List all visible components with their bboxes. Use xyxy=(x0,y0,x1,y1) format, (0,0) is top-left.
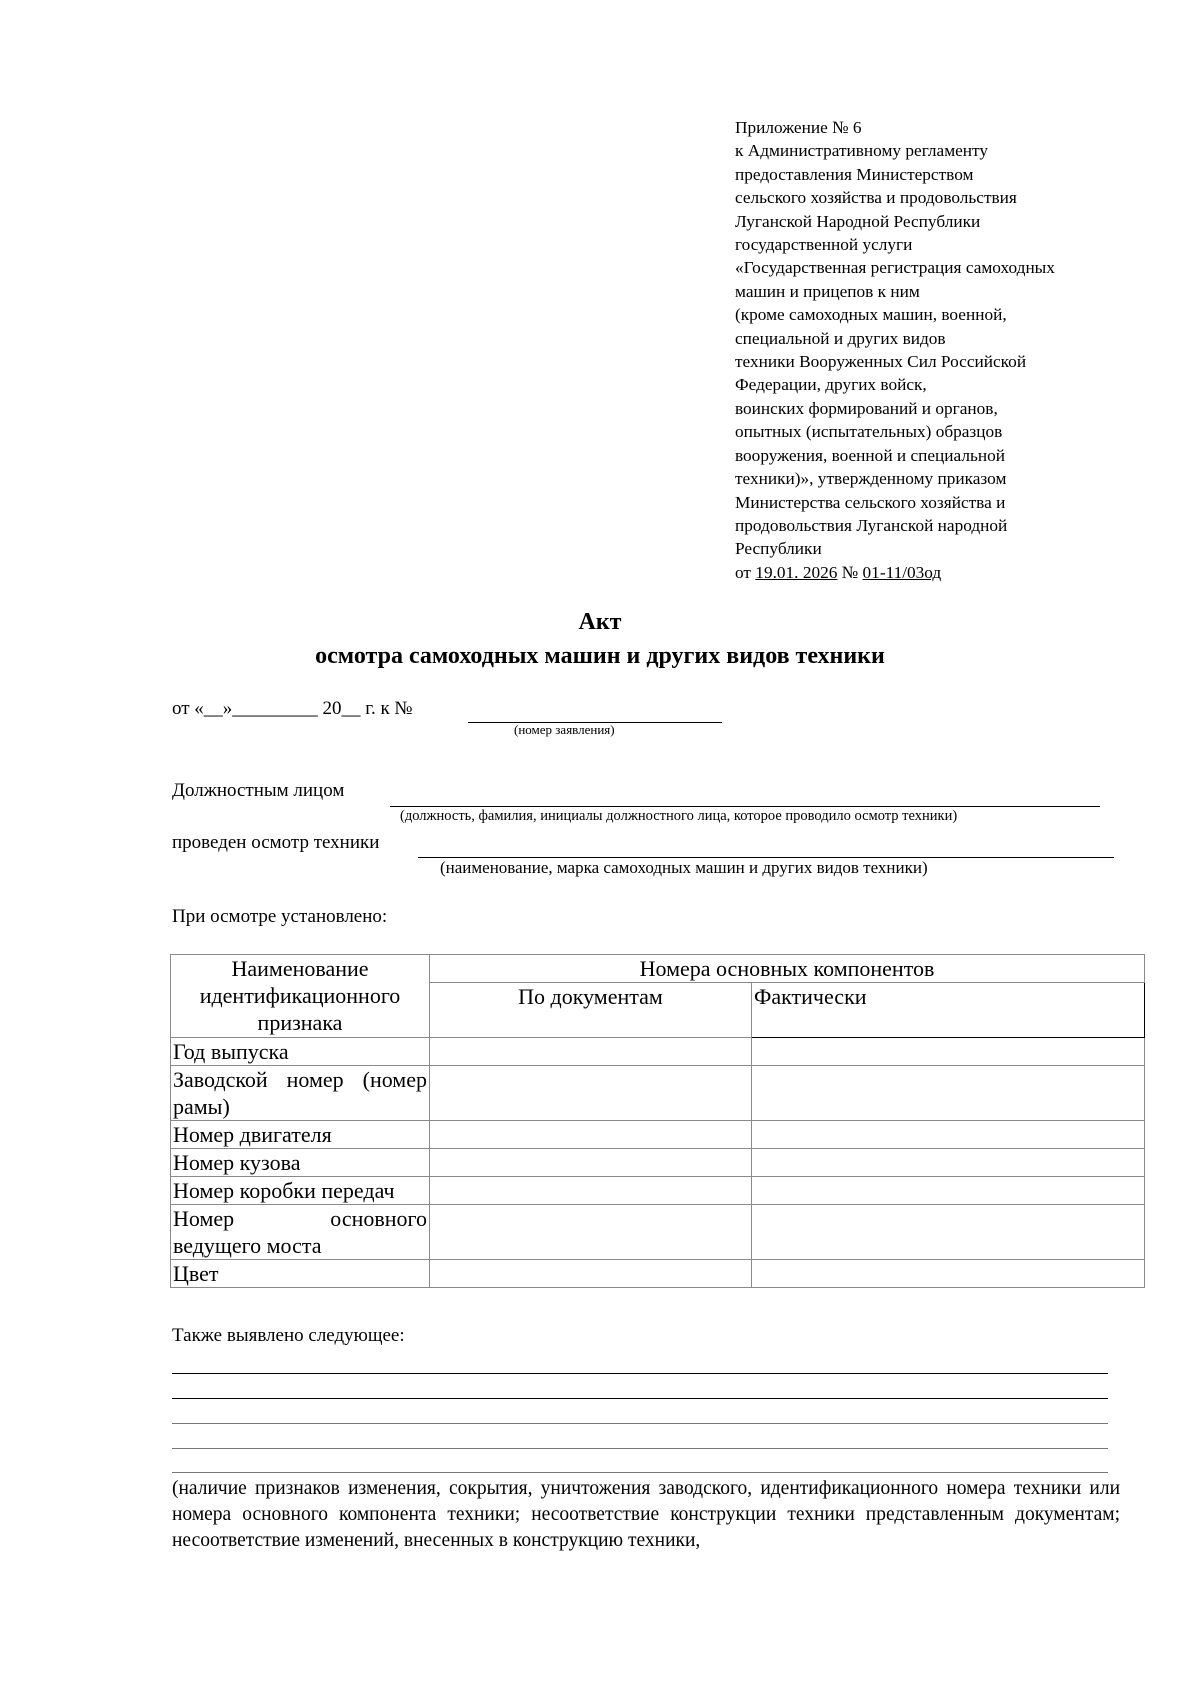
also-found-label: Также выявлено следующее: xyxy=(172,1325,405,1346)
table-row xyxy=(171,1149,1145,1177)
header-name: Наименование идентификационного признака xyxy=(171,955,430,1038)
table-row xyxy=(171,1177,1145,1205)
cell-actual[interactable] xyxy=(752,1038,1145,1066)
findings-line[interactable] xyxy=(172,1398,1108,1399)
appendix-line: специальной и других видов xyxy=(735,328,946,348)
row-label: Номер двигателя xyxy=(171,1121,430,1149)
cell-docs[interactable] xyxy=(430,1177,752,1205)
cell-docs[interactable] xyxy=(430,1205,752,1260)
application-number-caption: (номер заявления) xyxy=(514,722,615,737)
appendix-line: продовольствия Луганской народной xyxy=(735,515,1008,535)
findings-line[interactable] xyxy=(172,1423,1108,1424)
appendix-line: Министерства сельского хозяйства и xyxy=(735,492,1006,512)
row-label: Год выпуска xyxy=(171,1038,430,1066)
appendix-line: к Административному регламенту xyxy=(735,141,989,161)
appendix-line: сельского хозяйства и продовольствия xyxy=(735,188,1017,208)
appendix-line: «Государственная регистрация самоходных xyxy=(735,258,1055,278)
cell-docs[interactable] xyxy=(430,1038,752,1066)
order-number: 01-11/03од xyxy=(862,562,942,582)
components-table xyxy=(170,954,1145,1288)
appendix-line: воинских формирований и органов, xyxy=(735,398,998,418)
appendix-line: техники)», утвержденному приказом xyxy=(735,469,1007,489)
act-date-line: от «__»_________ 20__ г. к № xyxy=(172,698,413,719)
header-actual: Фактически xyxy=(752,983,1145,1038)
document-title: Акт xyxy=(578,609,622,635)
official-caption: (должность, фамилия, инициалы должностного лица, которое проводило осмотр техники) xyxy=(400,808,958,824)
row-label: Заводской номер (номер рамы) xyxy=(171,1066,430,1121)
established-label: При осмотре установлено: xyxy=(172,906,388,927)
appendix-order-line xyxy=(735,561,1155,584)
appendix-line: государственной услуги xyxy=(735,235,913,255)
cell-actual[interactable] xyxy=(752,1205,1145,1260)
table-row xyxy=(171,1038,1145,1066)
official-label: Должностным лицом xyxy=(172,780,345,801)
table-row xyxy=(171,1205,1145,1260)
inspection-caption: (наименование, марка самоходных машин и других видов техники) xyxy=(440,858,928,877)
header-docs: По документам xyxy=(430,983,752,1038)
appendix-line: машин и прицепов к ним xyxy=(735,281,920,301)
cell-docs[interactable] xyxy=(430,1066,752,1121)
official-field-line[interactable] xyxy=(390,806,1100,807)
findings-line[interactable] xyxy=(172,1448,1108,1449)
order-number-prefix: № xyxy=(837,562,863,582)
cell-actual[interactable] xyxy=(752,1121,1145,1149)
appendix-line: вооружения, военной и специальной xyxy=(735,445,1006,465)
cell-docs[interactable] xyxy=(430,1121,752,1149)
cell-actual[interactable] xyxy=(752,1066,1145,1121)
appendix-line: Приложение № 6 xyxy=(735,118,862,137)
table-row xyxy=(171,1260,1145,1288)
appendix-line: (кроме самоходных машин, военной, xyxy=(735,305,1007,325)
findings-caption: (наличие признаков изменения, сокрытия, уничтожения заводского, идентификационного номера техники или номера основного компонента техники; несоответствие конструкции техники представленным документам; несоответствие изменений, внесенных в конструкцию техники, xyxy=(172,1478,1120,1551)
appendix-line: опытных (испытательных) образцов xyxy=(735,422,1003,442)
findings-line[interactable] xyxy=(172,1373,1108,1374)
row-label: Цвет xyxy=(171,1260,430,1288)
table-row xyxy=(171,1066,1145,1121)
cell-docs[interactable] xyxy=(430,1260,752,1288)
cell-actual[interactable] xyxy=(752,1149,1145,1177)
row-label: Номер основного ведущего моста xyxy=(171,1205,430,1260)
cell-actual[interactable] xyxy=(752,1260,1145,1288)
order-date: 19.01. 2026 xyxy=(755,562,838,582)
table-row xyxy=(171,1121,1145,1149)
header-group: Номера основных компонентов xyxy=(430,955,1145,983)
findings-line[interactable] xyxy=(172,1472,1108,1473)
appendix-block xyxy=(735,116,1155,584)
order-date-prefix: от xyxy=(735,562,756,582)
document-subtitle: осмотра самоходных машин и других видов техники xyxy=(315,643,885,669)
appendix-line: Республики xyxy=(735,539,822,559)
inspection-label: проведен осмотр техники xyxy=(172,832,380,853)
table-header-row xyxy=(171,955,1145,983)
appendix-line: предоставления Министерством xyxy=(735,164,974,184)
cell-docs[interactable] xyxy=(430,1149,752,1177)
appendix-line: Федерации, других войск, xyxy=(735,375,927,395)
cell-actual[interactable] xyxy=(752,1177,1145,1205)
row-label: Номер кузова xyxy=(171,1149,430,1177)
row-label: Номер коробки передач xyxy=(171,1177,430,1205)
appendix-line: Луганской Народной Республики xyxy=(735,211,981,231)
appendix-line: техники Вооруженных Сил Российской xyxy=(735,352,1027,372)
